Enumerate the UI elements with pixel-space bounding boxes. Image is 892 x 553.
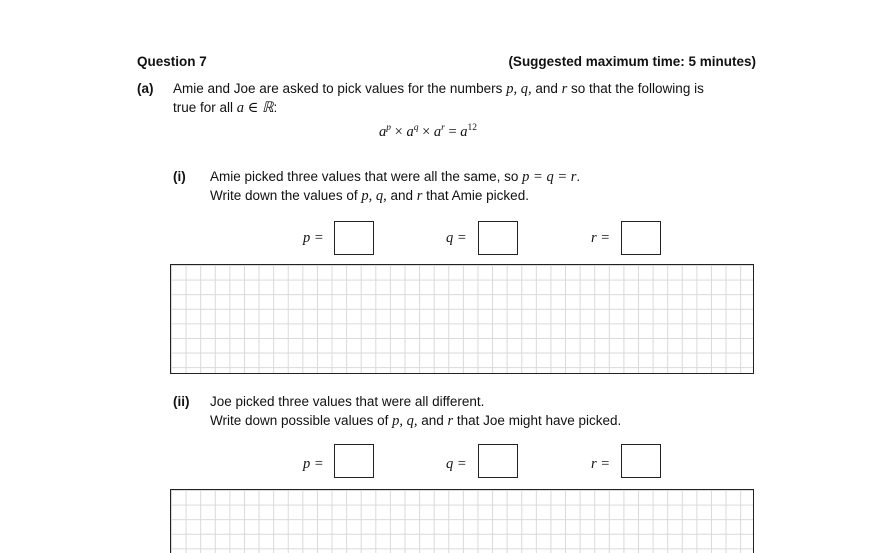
- part-ii-label: (ii): [173, 394, 190, 409]
- part-i-line-1: Amie picked three values that were all the same, so p = q = r.: [210, 169, 581, 185]
- r-label-i: r =: [591, 230, 611, 246]
- suggested-time: (Suggested maximum time: 5 minutes): [508, 54, 756, 69]
- r-answer-box-ii[interactable]: [621, 444, 661, 478]
- r-label-ii: r =: [591, 456, 611, 472]
- part-a-line-2: true for all a ∈ ℝ:: [173, 100, 278, 116]
- exponent-equation: $a^p \times a^q \times a^r = a^{12}$: [379, 123, 478, 140]
- p-label-ii: p =: [303, 456, 324, 472]
- p-answer-box-ii[interactable]: [334, 444, 374, 478]
- q-answer-box-i[interactable]: [478, 221, 518, 255]
- working-grid-ii[interactable]: [170, 489, 754, 553]
- part-ii-line-1: Joe picked three values that were all different.: [210, 394, 485, 409]
- question-title: Question 7: [137, 54, 207, 69]
- q-label-ii: q =: [446, 456, 467, 472]
- part-i-label: (i): [173, 169, 186, 184]
- q-answer-box-ii[interactable]: [478, 444, 518, 478]
- q-label-i: q =: [446, 230, 467, 246]
- part-ii-line-2: Write down possible values of p, q, and r that Joe might have picked.: [210, 413, 622, 429]
- r-answer-box-i[interactable]: [621, 221, 661, 255]
- part-a-label: (a): [137, 81, 154, 96]
- working-grid-i[interactable]: [170, 264, 754, 374]
- p-answer-box-i[interactable]: [334, 221, 374, 255]
- p-label-i: p =: [303, 230, 324, 246]
- part-i-line-2: Write down the values of p, q, and r that Amie picked.: [210, 188, 529, 204]
- part-a-line-1: Amie and Joe are asked to pick values for the numbers p, q, and r so that the following is: [173, 81, 704, 97]
